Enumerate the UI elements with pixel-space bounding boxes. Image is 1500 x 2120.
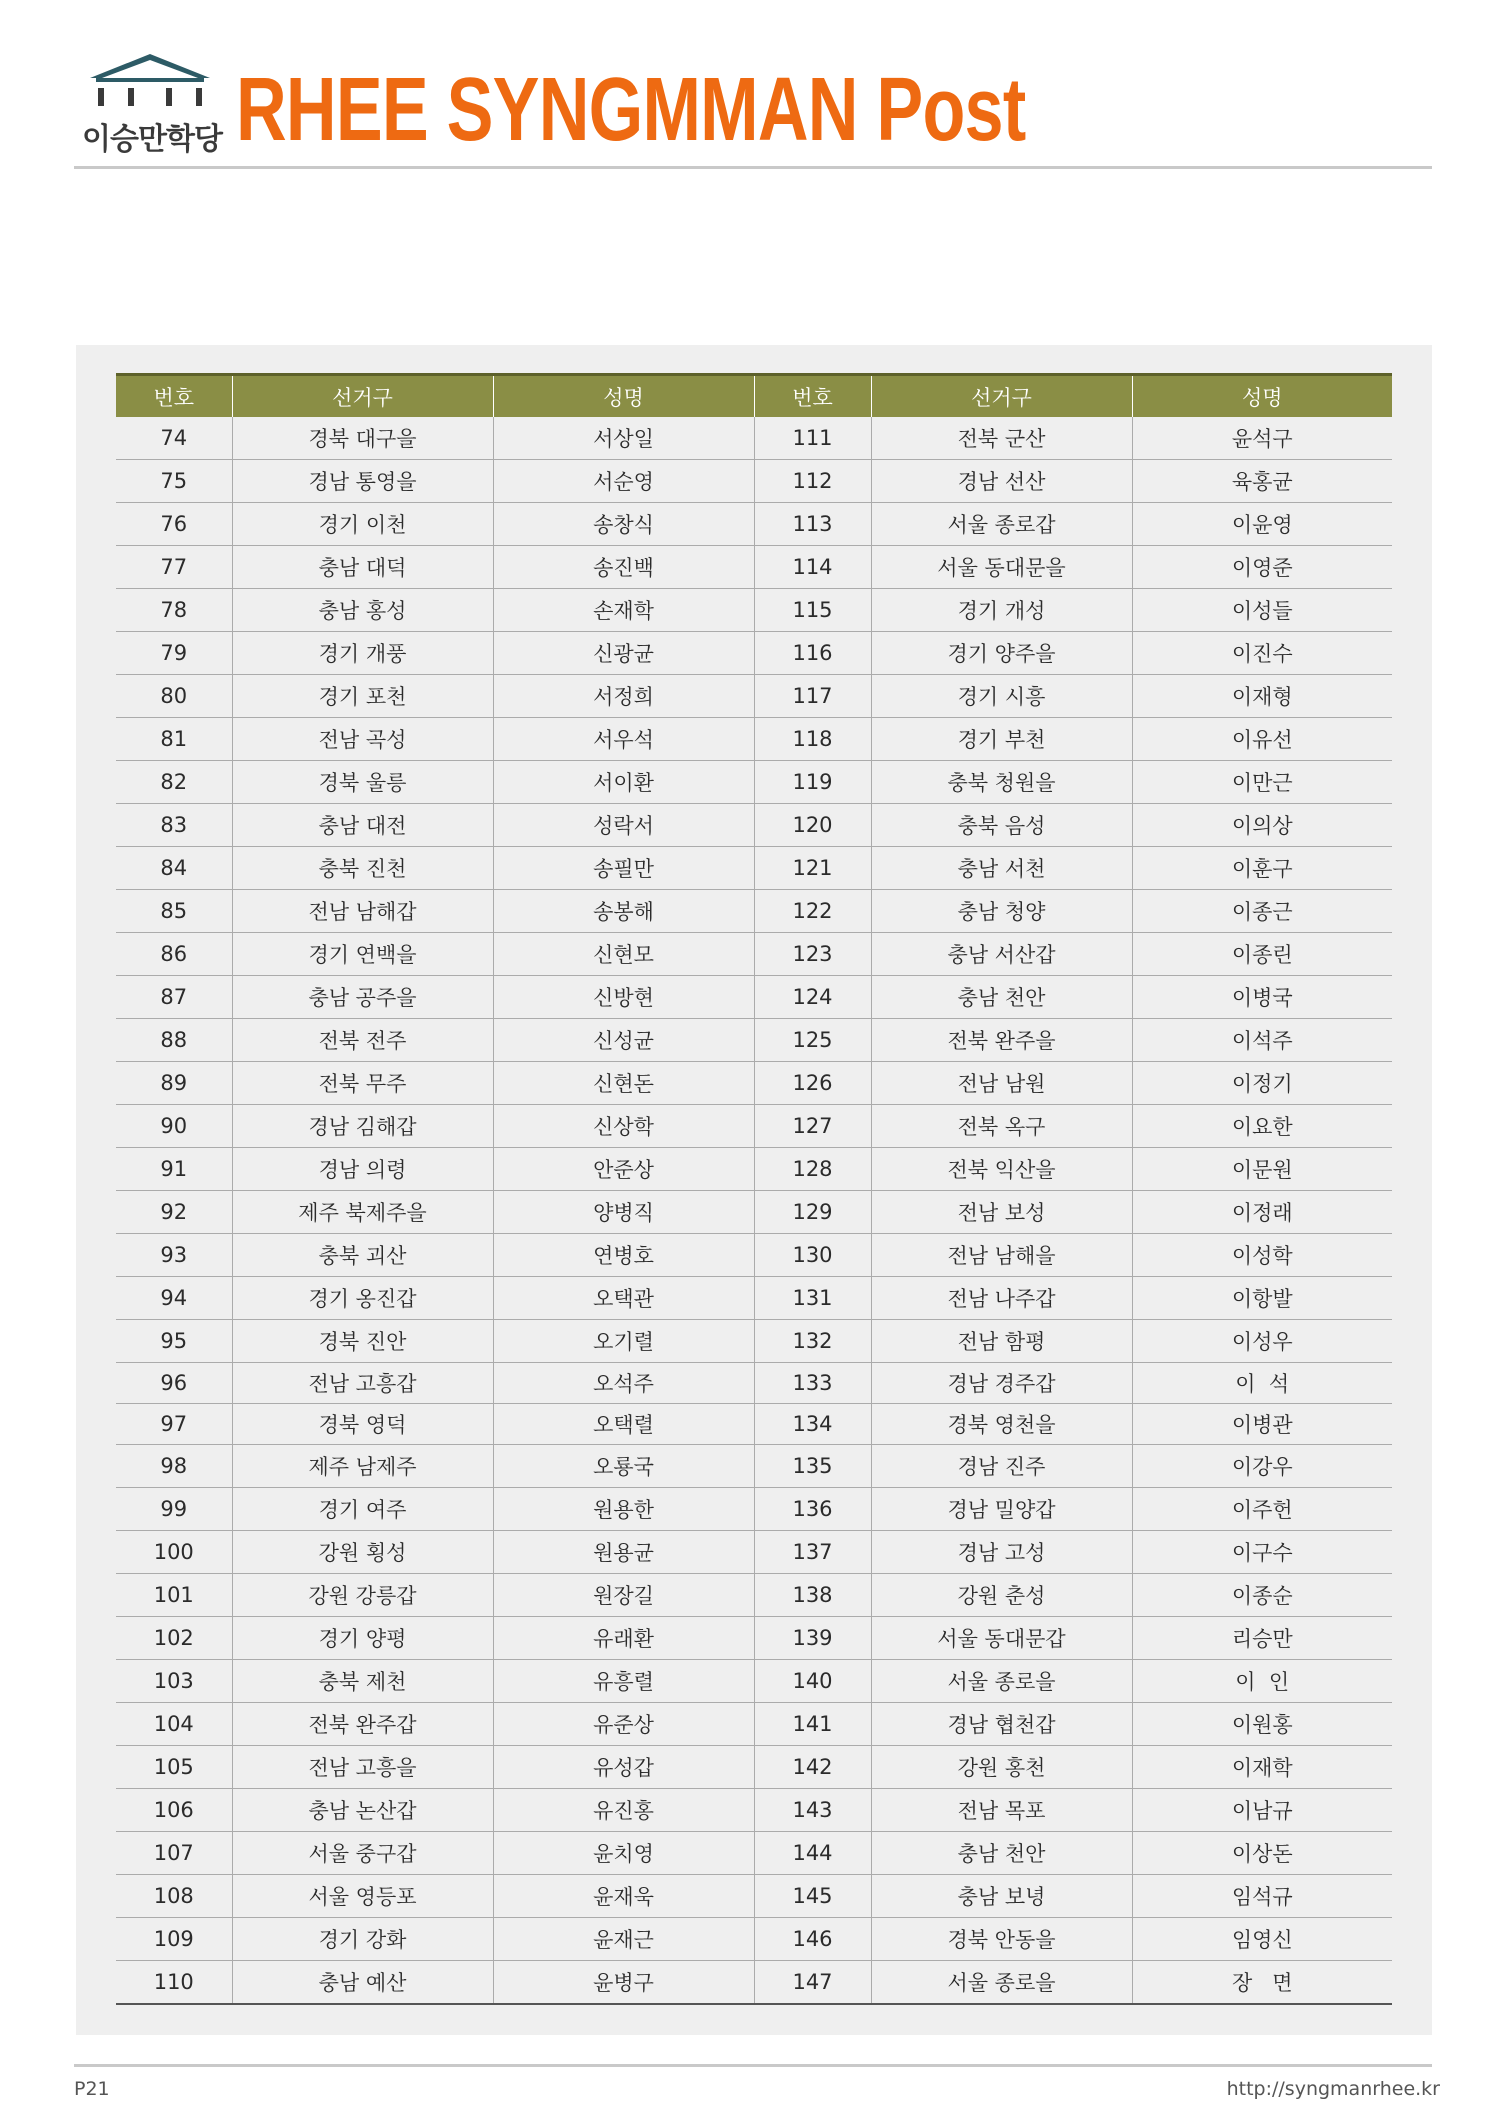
cell-name: 이 인 [1132,1660,1392,1703]
cell-district: 충남 천안 [871,976,1132,1019]
cell-number: 108 [116,1875,232,1918]
cell-number: 87 [116,976,232,1019]
cell-number: 120 [754,804,871,847]
table-row [116,933,1392,976]
cell-district: 서울 종로을 [871,1660,1132,1703]
header-name: 성명 [1132,375,1392,418]
cell-district: 충북 제천 [232,1660,493,1703]
table-row [116,718,1392,761]
cell-name: 양병직 [493,1191,754,1234]
cell-district: 충남 논산갑 [232,1789,493,1832]
cell-district: 제주 북제주을 [232,1191,493,1234]
cell-name: 송봉해 [493,890,754,933]
cell-name: 윤석구 [1132,417,1392,460]
cell-district: 충북 괴산 [232,1234,493,1277]
cell-number: 96 [116,1363,232,1404]
cell-district: 전북 군산 [871,417,1132,460]
cell-name: 리승만 [1132,1617,1392,1660]
header-divider [74,166,1432,169]
cell-number: 145 [754,1875,871,1918]
cell-number: 77 [116,546,232,589]
cell-number: 138 [754,1574,871,1617]
table-row [116,1574,1392,1617]
header-number: 번호 [116,375,232,418]
cell-district: 경기 연백을 [232,933,493,976]
table-row [116,1019,1392,1062]
cell-name: 원용한 [493,1488,754,1531]
cell-number: 93 [116,1234,232,1277]
cell-number: 143 [754,1789,871,1832]
cell-name: 연병호 [493,1234,754,1277]
cell-district: 전남 나주갑 [871,1277,1132,1320]
table-row [116,976,1392,1019]
cell-name: 원용균 [493,1531,754,1574]
cell-number: 89 [116,1062,232,1105]
cell-district: 전남 남해갑 [232,890,493,933]
cell-number: 128 [754,1148,871,1191]
cell-name: 이상돈 [1132,1832,1392,1875]
cell-district: 전남 함평 [871,1320,1132,1363]
cell-number: 99 [116,1488,232,1531]
table-row [116,1875,1392,1918]
cell-district: 서울 종로갑 [871,503,1132,546]
table-row [116,1062,1392,1105]
cell-number: 131 [754,1277,871,1320]
cell-district: 전북 익산을 [871,1148,1132,1191]
table-row [116,675,1392,718]
cell-district: 강원 강릉갑 [232,1574,493,1617]
publication-title: RHEE SYNGMMAN Post [236,60,1026,160]
table-row [116,1531,1392,1574]
cell-name: 서우석 [493,718,754,761]
cell-district: 경북 영천을 [871,1404,1132,1445]
cell-number: 133 [754,1363,871,1404]
cell-district: 경기 강화 [232,1918,493,1961]
table-row [116,1234,1392,1277]
cell-number: 129 [754,1191,871,1234]
cell-name: 이강우 [1132,1445,1392,1488]
cell-number: 127 [754,1105,871,1148]
cell-district: 서울 종로을 [871,1961,1132,2005]
website-url: http://syngmanrhee.kr [1226,2078,1440,2100]
cell-district: 전남 곡성 [232,718,493,761]
cell-name: 이만근 [1132,761,1392,804]
cell-district: 경남 협천갑 [871,1703,1132,1746]
cell-name: 유흥렬 [493,1660,754,1703]
cell-name: 이주헌 [1132,1488,1392,1531]
cell-number: 115 [754,589,871,632]
cell-name: 이병관 [1132,1404,1392,1445]
cell-number: 119 [754,761,871,804]
cell-number: 79 [116,632,232,675]
cell-number: 83 [116,804,232,847]
cell-name: 이재형 [1132,675,1392,718]
cell-name: 신성균 [493,1019,754,1062]
cell-name: 이재학 [1132,1746,1392,1789]
cell-name: 임석규 [1132,1875,1392,1918]
schoolhouse-icon [88,52,212,110]
cell-district: 충남 보녕 [871,1875,1132,1918]
table-row [116,1832,1392,1875]
header-district: 선거구 [871,375,1132,418]
cell-district: 충남 대전 [232,804,493,847]
cell-number: 139 [754,1617,871,1660]
cell-district: 경기 포천 [232,675,493,718]
cell-name: 송창식 [493,503,754,546]
footer-divider [74,2064,1432,2067]
cell-district: 제주 남제주 [232,1445,493,1488]
cell-district: 경북 울릉 [232,761,493,804]
cell-name: 송진백 [493,546,754,589]
cell-district: 강원 횡성 [232,1531,493,1574]
header-name: 성명 [493,375,754,418]
cell-district: 서울 중구갑 [232,1832,493,1875]
cell-district: 경남 선산 [871,460,1132,503]
table-row [116,503,1392,546]
cell-name: 이원홍 [1132,1703,1392,1746]
cell-name: 이종린 [1132,933,1392,976]
cell-name: 윤병구 [493,1961,754,2005]
cell-number: 75 [116,460,232,503]
cell-name: 이종순 [1132,1574,1392,1617]
cell-number: 132 [754,1320,871,1363]
cell-name: 신방현 [493,976,754,1019]
cell-name: 오룡국 [493,1445,754,1488]
cell-number: 141 [754,1703,871,1746]
table-row [116,460,1392,503]
cell-name: 이윤영 [1132,503,1392,546]
table-row [116,1404,1392,1445]
cell-number: 126 [754,1062,871,1105]
cell-number: 82 [116,761,232,804]
cell-name: 이구수 [1132,1531,1392,1574]
cell-name: 이문원 [1132,1148,1392,1191]
table-row [116,1660,1392,1703]
table-row [116,589,1392,632]
cell-name: 안준상 [493,1148,754,1191]
cell-number: 100 [116,1531,232,1574]
cell-name: 원장길 [493,1574,754,1617]
cell-district: 강원 홍천 [871,1746,1132,1789]
table-row [116,1617,1392,1660]
cell-name: 이남규 [1132,1789,1392,1832]
cell-number: 112 [754,460,871,503]
cell-name: 이석주 [1132,1019,1392,1062]
table-body [116,417,1392,2004]
cell-number: 121 [754,847,871,890]
cell-district: 서울 동대문갑 [871,1617,1132,1660]
cell-number: 94 [116,1277,232,1320]
cell-number: 114 [754,546,871,589]
cell-district: 전남 목포 [871,1789,1132,1832]
cell-number: 136 [754,1488,871,1531]
table-row [116,1148,1392,1191]
cell-district: 경기 시흥 [871,675,1132,718]
table-row [116,804,1392,847]
logo-text: 이승만학당 [82,122,222,157]
header-district: 선거구 [232,375,493,418]
cell-number: 76 [116,503,232,546]
cell-number: 101 [116,1574,232,1617]
cell-number: 74 [116,417,232,460]
cell-district: 경북 영덕 [232,1404,493,1445]
cell-district: 전남 고흥을 [232,1746,493,1789]
cell-district: 경기 이천 [232,503,493,546]
table-row [116,1363,1392,1404]
cell-number: 134 [754,1404,871,1445]
cell-district: 서울 동대문을 [871,546,1132,589]
cell-name: 서이환 [493,761,754,804]
cell-name: 유진홍 [493,1789,754,1832]
cell-number: 91 [116,1148,232,1191]
cell-district: 전남 보성 [871,1191,1132,1234]
cell-name: 육홍균 [1132,460,1392,503]
cell-number: 98 [116,1445,232,1488]
cell-name: 이병국 [1132,976,1392,1019]
cell-name: 유래환 [493,1617,754,1660]
cell-district: 경기 개성 [871,589,1132,632]
school-logo [74,52,226,156]
cell-district: 경북 진안 [232,1320,493,1363]
cell-name: 이진수 [1132,632,1392,675]
header-number: 번호 [754,375,871,418]
table-panel [76,345,1432,2035]
cell-number: 113 [754,503,871,546]
table-row [116,1746,1392,1789]
cell-name: 신상학 [493,1105,754,1148]
table-row [116,847,1392,890]
cell-name: 임영신 [1132,1918,1392,1961]
cell-name: 신현돈 [493,1062,754,1105]
cell-number: 117 [754,675,871,718]
cell-name: 이요한 [1132,1105,1392,1148]
cell-district: 경기 옹진갑 [232,1277,493,1320]
cell-name: 이성들 [1132,589,1392,632]
cell-number: 123 [754,933,871,976]
cell-name: 오택관 [493,1277,754,1320]
cell-district: 경남 의령 [232,1148,493,1191]
cell-name: 이항발 [1132,1277,1392,1320]
cell-district: 경기 양평 [232,1617,493,1660]
cell-district: 경북 안동을 [871,1918,1132,1961]
cell-district: 경남 진주 [871,1445,1132,1488]
cell-district: 전남 남해을 [871,1234,1132,1277]
cell-number: 92 [116,1191,232,1234]
cell-district: 충남 대덕 [232,546,493,589]
cell-number: 122 [754,890,871,933]
members-table [116,373,1392,2005]
cell-name: 서상일 [493,417,754,460]
cell-name: 장 면 [1132,1961,1392,2005]
cell-number: 80 [116,675,232,718]
table-row [116,1445,1392,1488]
cell-number: 86 [116,933,232,976]
table-row [116,632,1392,675]
cell-district: 충북 진천 [232,847,493,890]
table-row [116,1320,1392,1363]
cell-district: 경남 밀양갑 [871,1488,1132,1531]
cell-name: 이성우 [1132,1320,1392,1363]
cell-name: 오택렬 [493,1404,754,1445]
cell-district: 충북 음성 [871,804,1132,847]
cell-district: 전북 무주 [232,1062,493,1105]
cell-number: 146 [754,1918,871,1961]
cell-district: 충남 예산 [232,1961,493,2005]
cell-district: 전남 고흥갑 [232,1363,493,1404]
cell-name: 이의상 [1132,804,1392,847]
cell-number: 142 [754,1746,871,1789]
cell-name: 유성갑 [493,1746,754,1789]
cell-number: 107 [116,1832,232,1875]
cell-number: 81 [116,718,232,761]
cell-name: 이종근 [1132,890,1392,933]
cell-district: 충남 공주을 [232,976,493,1019]
table-row [116,1488,1392,1531]
table-row [116,1191,1392,1234]
cell-district: 충남 서천 [871,847,1132,890]
cell-name: 오기렬 [493,1320,754,1363]
cell-number: 118 [754,718,871,761]
table-header-row [116,375,1392,418]
cell-name: 손재학 [493,589,754,632]
cell-number: 90 [116,1105,232,1148]
cell-district: 경남 통영을 [232,460,493,503]
cell-number: 105 [116,1746,232,1789]
cell-number: 144 [754,1832,871,1875]
page-number: P21 [74,2078,110,2100]
cell-name: 이 석 [1132,1363,1392,1404]
cell-name: 이훈구 [1132,847,1392,890]
cell-name: 이성학 [1132,1234,1392,1277]
table-row [116,890,1392,933]
cell-number: 106 [116,1789,232,1832]
cell-district: 경기 개풍 [232,632,493,675]
cell-district: 전북 완주을 [871,1019,1132,1062]
cell-district: 경남 고성 [871,1531,1132,1574]
cell-name: 오석주 [493,1363,754,1404]
table-row [116,761,1392,804]
table-row [116,1918,1392,1961]
cell-name: 성락서 [493,804,754,847]
cell-district: 충남 서산갑 [871,933,1132,976]
cell-district: 충남 홍성 [232,589,493,632]
cell-number: 137 [754,1531,871,1574]
cell-number: 97 [116,1404,232,1445]
cell-name: 송필만 [493,847,754,890]
cell-district: 충남 천안 [871,1832,1132,1875]
cell-district: 경기 부천 [871,718,1132,761]
cell-number: 147 [754,1961,871,2005]
cell-name: 윤재욱 [493,1875,754,1918]
cell-district: 경기 여주 [232,1488,493,1531]
cell-number: 124 [754,976,871,1019]
cell-district: 경북 대구을 [232,417,493,460]
cell-number: 140 [754,1660,871,1703]
cell-number: 104 [116,1703,232,1746]
cell-district: 경기 양주을 [871,632,1132,675]
cell-number: 88 [116,1019,232,1062]
table-row [116,1789,1392,1832]
cell-number: 130 [754,1234,871,1277]
cell-district: 경남 김해갑 [232,1105,493,1148]
cell-number: 78 [116,589,232,632]
cell-district: 강원 춘성 [871,1574,1132,1617]
cell-district: 서울 영등포 [232,1875,493,1918]
table-row [116,417,1392,460]
cell-number: 103 [116,1660,232,1703]
table-row [116,1703,1392,1746]
cell-district: 충북 청원을 [871,761,1132,804]
cell-number: 102 [116,1617,232,1660]
cell-district: 충남 청양 [871,890,1132,933]
cell-name: 신광균 [493,632,754,675]
cell-district: 전북 전주 [232,1019,493,1062]
cell-number: 95 [116,1320,232,1363]
cell-name: 신현모 [493,933,754,976]
cell-number: 85 [116,890,232,933]
cell-number: 84 [116,847,232,890]
cell-name: 윤치영 [493,1832,754,1875]
cell-district: 전북 완주갑 [232,1703,493,1746]
cell-name: 유준상 [493,1703,754,1746]
cell-name: 서정희 [493,675,754,718]
masthead [74,52,1432,168]
cell-name: 이정기 [1132,1062,1392,1105]
cell-number: 111 [754,417,871,460]
cell-name: 서순영 [493,460,754,503]
cell-name: 윤재근 [493,1918,754,1961]
cell-name: 이정래 [1132,1191,1392,1234]
cell-number: 135 [754,1445,871,1488]
table-row [116,1105,1392,1148]
cell-district: 전남 남원 [871,1062,1132,1105]
table-row [116,1277,1392,1320]
cell-number: 116 [754,632,871,675]
cell-district: 경남 경주갑 [871,1363,1132,1404]
cell-name: 이영준 [1132,546,1392,589]
cell-name: 이유선 [1132,718,1392,761]
table-row [116,1961,1392,2005]
cell-number: 109 [116,1918,232,1961]
cell-district: 전북 옥구 [871,1105,1132,1148]
cell-number: 125 [754,1019,871,1062]
table-row [116,546,1392,589]
cell-number: 110 [116,1961,232,2005]
